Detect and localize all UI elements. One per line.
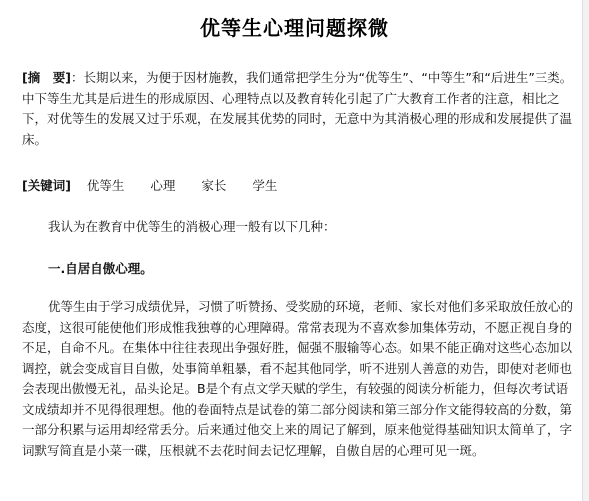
keywords-line [22, 176, 299, 196]
keywords-label: [关键词] [22, 178, 71, 193]
abstract-text: ：长期以来，为便于因材施教，我们通常把学生分为“优等生”、“中等生”和“后进生”三类。中下等生尤其是后进生的形成原因、心理特点以及教育转化引起了广大教育工作者的注意，相比之下，对优等生的发展又过于乐观，在发展其优势的同时，无意中为其消极心理的形成和发展提供了温床。 [22, 70, 573, 147]
section-heading: 一.自居自傲心理。 [48, 261, 153, 276]
document-title: 优等生心理问题探微 [200, 16, 389, 40]
abstract-paragraph [22, 68, 578, 150]
body-paragraph: 优等生由于学习成绩优异，习惯了听赞扬、受奖励的环境，老师、家长对他们多采取放任放心的态度，这很可能使他们形成惟我独尊的心理障碍。常常表现为不喜欢参加集体劳动，不愿正视自身的不足，自命不凡。在集体中往往表现出争强好胜，倔强不服输等心态。如果不能正确对这些心态加以调控，就会变成盲目自傲，处事简单粗暴，看不起其他同学，听不进别人善意的劝告，即使对老师也会表现出傲慢无礼，品头论足。B是个有点文学天赋的学生，有较强的阅读分析能力，但每次考试语文成绩却并不见得很理想。他的卷面特点是试卷的第二部分阅读和第三部分作文能得较高的分数，第一部分积累与运用却经常丢分。后来通过他交上来的周记了解到，原来他觉得基础知识太简单了，字词默写简直是小菜一碟，压根就不去花时间去记忆理解，自傲自居的心理可见一斑。 [22, 299, 574, 458]
keyword-item: 优等生 [86, 178, 125, 193]
keyword-item: 心理 [150, 178, 176, 193]
abstract-label: [摘 要] [22, 70, 71, 85]
keyword-item: 学生 [252, 178, 278, 193]
vertical-scrollbar[interactable] [582, 0, 589, 501]
intro-sentence: 我认为在教育中优等生的消极心理一般有以下几种： [48, 219, 336, 234]
keyword-item: 家长 [201, 178, 227, 193]
